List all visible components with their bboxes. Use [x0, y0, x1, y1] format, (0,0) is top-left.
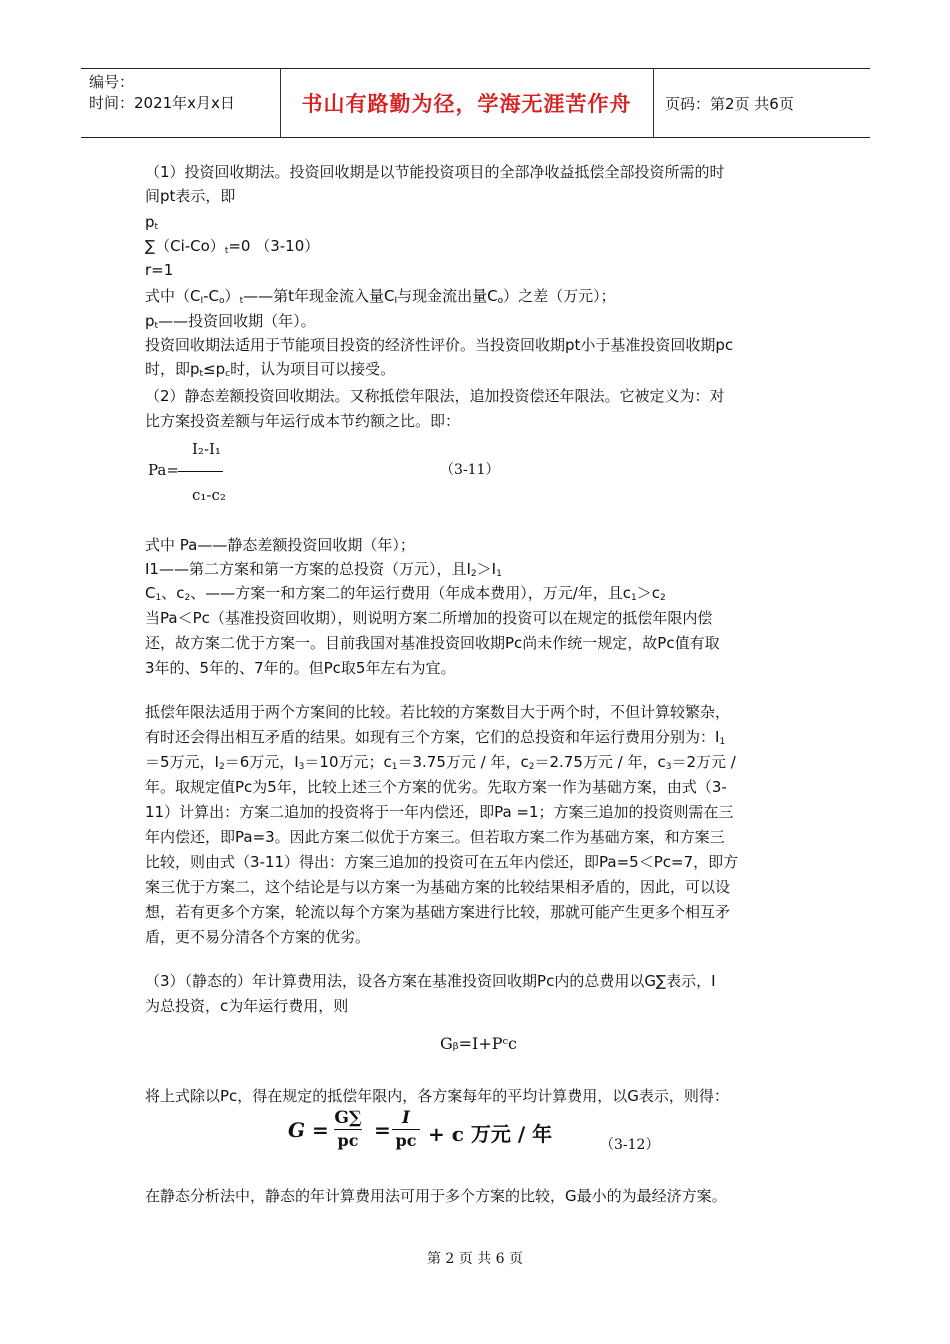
text: ∑（Ci-Co） — [145, 237, 225, 255]
subscript: 3 — [665, 762, 672, 772]
paragraph-line: （1）投资回收期法。投资回收期是以节能投资项目的全部净收益抵偿全部投资所需的时 — [145, 163, 725, 181]
text: C — [145, 584, 156, 602]
subscript: I — [394, 296, 398, 306]
subscript: 2 — [184, 593, 191, 603]
equals-sign: = — [374, 1118, 391, 1142]
paragraph-line: 比方案投资差额与年运行成本节约额之比。即： — [145, 412, 461, 430]
subscript: 1 — [719, 737, 726, 747]
equation-number: （3-11） — [440, 462, 500, 478]
paragraph-line: 间pt表示，即 — [145, 187, 236, 205]
subscript: 1 — [391, 762, 398, 772]
paragraph-line: 年。取规定值Pc为5年，比较上述三个方案的优劣。先取方案一作为基础方案，由式（3- — [145, 778, 727, 796]
formula-lhs: G = — [288, 1118, 329, 1142]
subscript: t — [154, 222, 159, 232]
text: ＝5万元，I — [145, 753, 219, 771]
paragraph-line: 将上式除以Pc，得在规定的抵偿年限内，各方案每年的平均计算费用，以G表示，则得： — [145, 1087, 729, 1105]
formula-denominator: c₁-c₂ — [192, 486, 226, 504]
paragraph-line: （3）（静态的）年计算费用法，设各方案在基准投资回收期Pc内的总费用以G∑表示，I — [145, 972, 716, 990]
fraction-bar — [178, 471, 223, 472]
subscript: t — [224, 246, 229, 256]
subscript: 2 — [470, 569, 477, 579]
paragraph-line: 想，若有更多个方案，轮流以每个方案为基础方案进行比较，那就可能产生更多个相互矛 — [145, 903, 731, 921]
text: ≤p — [203, 360, 226, 378]
subscript: 1 — [631, 593, 637, 603]
text: ＝2万元 / — [671, 753, 736, 771]
paragraph-line: 在静态分析法中，静态的年计算费用法可用于多个方案的比较，G最小的为最经济方案。 — [145, 1187, 727, 1205]
fraction — [334, 1108, 362, 1151]
subscript: 2 — [528, 762, 535, 772]
subscript: 1 — [155, 593, 162, 603]
text: I1——第二方案和第一方案的总投资（万元），且I — [145, 560, 471, 578]
text: 时，即p — [145, 360, 200, 378]
subscript: I — [200, 296, 204, 306]
text: ＝3.75万元 / 年，c — [397, 753, 529, 771]
text: 有时还会得出相互矛盾的结果。如现有三个方案，它们的总投资和年运行费用分别为：I — [145, 728, 720, 746]
text: 式中（C — [145, 287, 201, 305]
paragraph-line: 案三优于方案二，这个结论是与以方案一为基础方案的比较结果相矛盾的，因此，可以设 — [145, 878, 731, 896]
formula-3-11 — [148, 440, 228, 510]
fraction-bar — [334, 1129, 362, 1130]
paragraph-line: （2）静态差额投资回收期法。又称抵偿年限法，追加投资偿还年限法。它被定义为：对 — [145, 387, 725, 405]
paragraph-line: 当Pa＜Pc（基准投资回收期），则说明方案二所增加的投资可以在规定的抵偿年限内偿 — [145, 609, 713, 627]
subscript: 2 — [660, 593, 666, 603]
subscript: 2 — [218, 762, 225, 772]
header-motto: 书山有路勤为径，学海无涯苦作舟 — [301, 92, 632, 116]
subscript: t — [239, 296, 244, 306]
paragraph-line — [145, 357, 395, 386]
subscript: 1 — [496, 569, 502, 579]
text: ＞I — [476, 560, 497, 578]
subscript: o — [219, 296, 225, 306]
text: ） — [224, 287, 240, 305]
fraction-bar — [392, 1129, 420, 1130]
text: ＝10万元；c — [304, 753, 392, 771]
formula-line: r=1 — [145, 261, 174, 279]
equation-number: （3-12） — [600, 1137, 660, 1153]
text: p — [145, 213, 155, 231]
text: ）之差（万元）； — [503, 287, 616, 305]
subscript: t — [199, 369, 204, 379]
page-header — [81, 68, 870, 138]
fraction-top: G∑ — [334, 1108, 362, 1128]
text: 与现金流出量C — [397, 287, 498, 305]
subscript: 3 — [298, 762, 305, 772]
definition-line: 式中 Pa——静态差额投资回收期（年）； — [145, 536, 415, 554]
paragraph-line: 还，故方案二优于方案一。目前我国对基准投资回收期Pc尚未作统一规定，故Pc值有取 — [145, 634, 720, 652]
fraction-bottom: pc — [395, 1131, 417, 1150]
paragraph-line: 11）计算出：方案二追加的投资将于一年内偿还，即Pa =1；方案三追加的投资则需在三 — [145, 803, 734, 821]
doc-time-label: 时间：2021年x月x日 — [89, 94, 235, 112]
paragraph-line: 抵偿年限法适用于两个方案间的比较。若比较的方案数目大于两个时，不但计算较繁杂， — [145, 703, 731, 721]
doc-code-label: 编号： — [89, 73, 135, 91]
text: ——第t年现金流入量C — [243, 287, 395, 305]
formula-numerator: I₂-I₁ — [192, 440, 221, 458]
text: -C — [203, 287, 220, 305]
text: 时，认为项目可以接受。 — [230, 360, 396, 378]
text: ＝6万元，I — [224, 753, 299, 771]
subscript: o — [497, 296, 504, 306]
paragraph-line: 投资回收期法适用于节能项目投资的经济性评价。当投资回收期pt小于基准投资回收期pc — [145, 336, 734, 354]
text: ＞c — [636, 584, 660, 602]
fraction-top: I — [402, 1108, 410, 1128]
text: p — [145, 312, 155, 330]
formula-rest: + c 万元 / 年 — [428, 1122, 553, 1146]
text: =0 （3-10） — [228, 237, 320, 255]
text: 、——方案一和方案二的年运行费用（年成本费用），万元/年，且c — [190, 584, 632, 602]
subscript: c — [225, 369, 231, 379]
text: ＝2.75万元 / 年，c — [534, 753, 666, 771]
page-footer: 第 2 页 共 6 页 — [426, 1251, 524, 1267]
paragraph-line: 为总投资，c为年运行费用，则 — [145, 997, 349, 1015]
header-page-info: 页码：第2页 共6页 — [665, 94, 794, 113]
formula-gz: Gᵦ=I+Pᶜc — [440, 1034, 517, 1053]
formula-lhs: Pa= — [148, 461, 179, 479]
paragraph-line: 年内偿还，即Pa=3。因此方案二似优于方案三。但若取方案二作为基础方案，和方案三 — [145, 828, 725, 846]
paragraph-line: 盾，更不易分清各个方案的优劣。 — [145, 928, 371, 946]
paragraph-line: 3年的、5年的、7年的。但Pc取5年左右为宜。 — [145, 659, 456, 677]
header-divider — [653, 69, 654, 137]
text: 、c — [161, 584, 185, 602]
text: ——投资回收期（年）。 — [158, 312, 316, 330]
paragraph-line: 比较，则由式（3-11）得出：方案三追加的投资可在五年内偿还，即Pa=5＜Pc=7，即方 — [145, 853, 739, 871]
header-meta — [89, 72, 235, 114]
fraction — [392, 1108, 420, 1151]
subscript: t — [154, 321, 159, 331]
fraction-bottom: pc — [337, 1131, 359, 1150]
